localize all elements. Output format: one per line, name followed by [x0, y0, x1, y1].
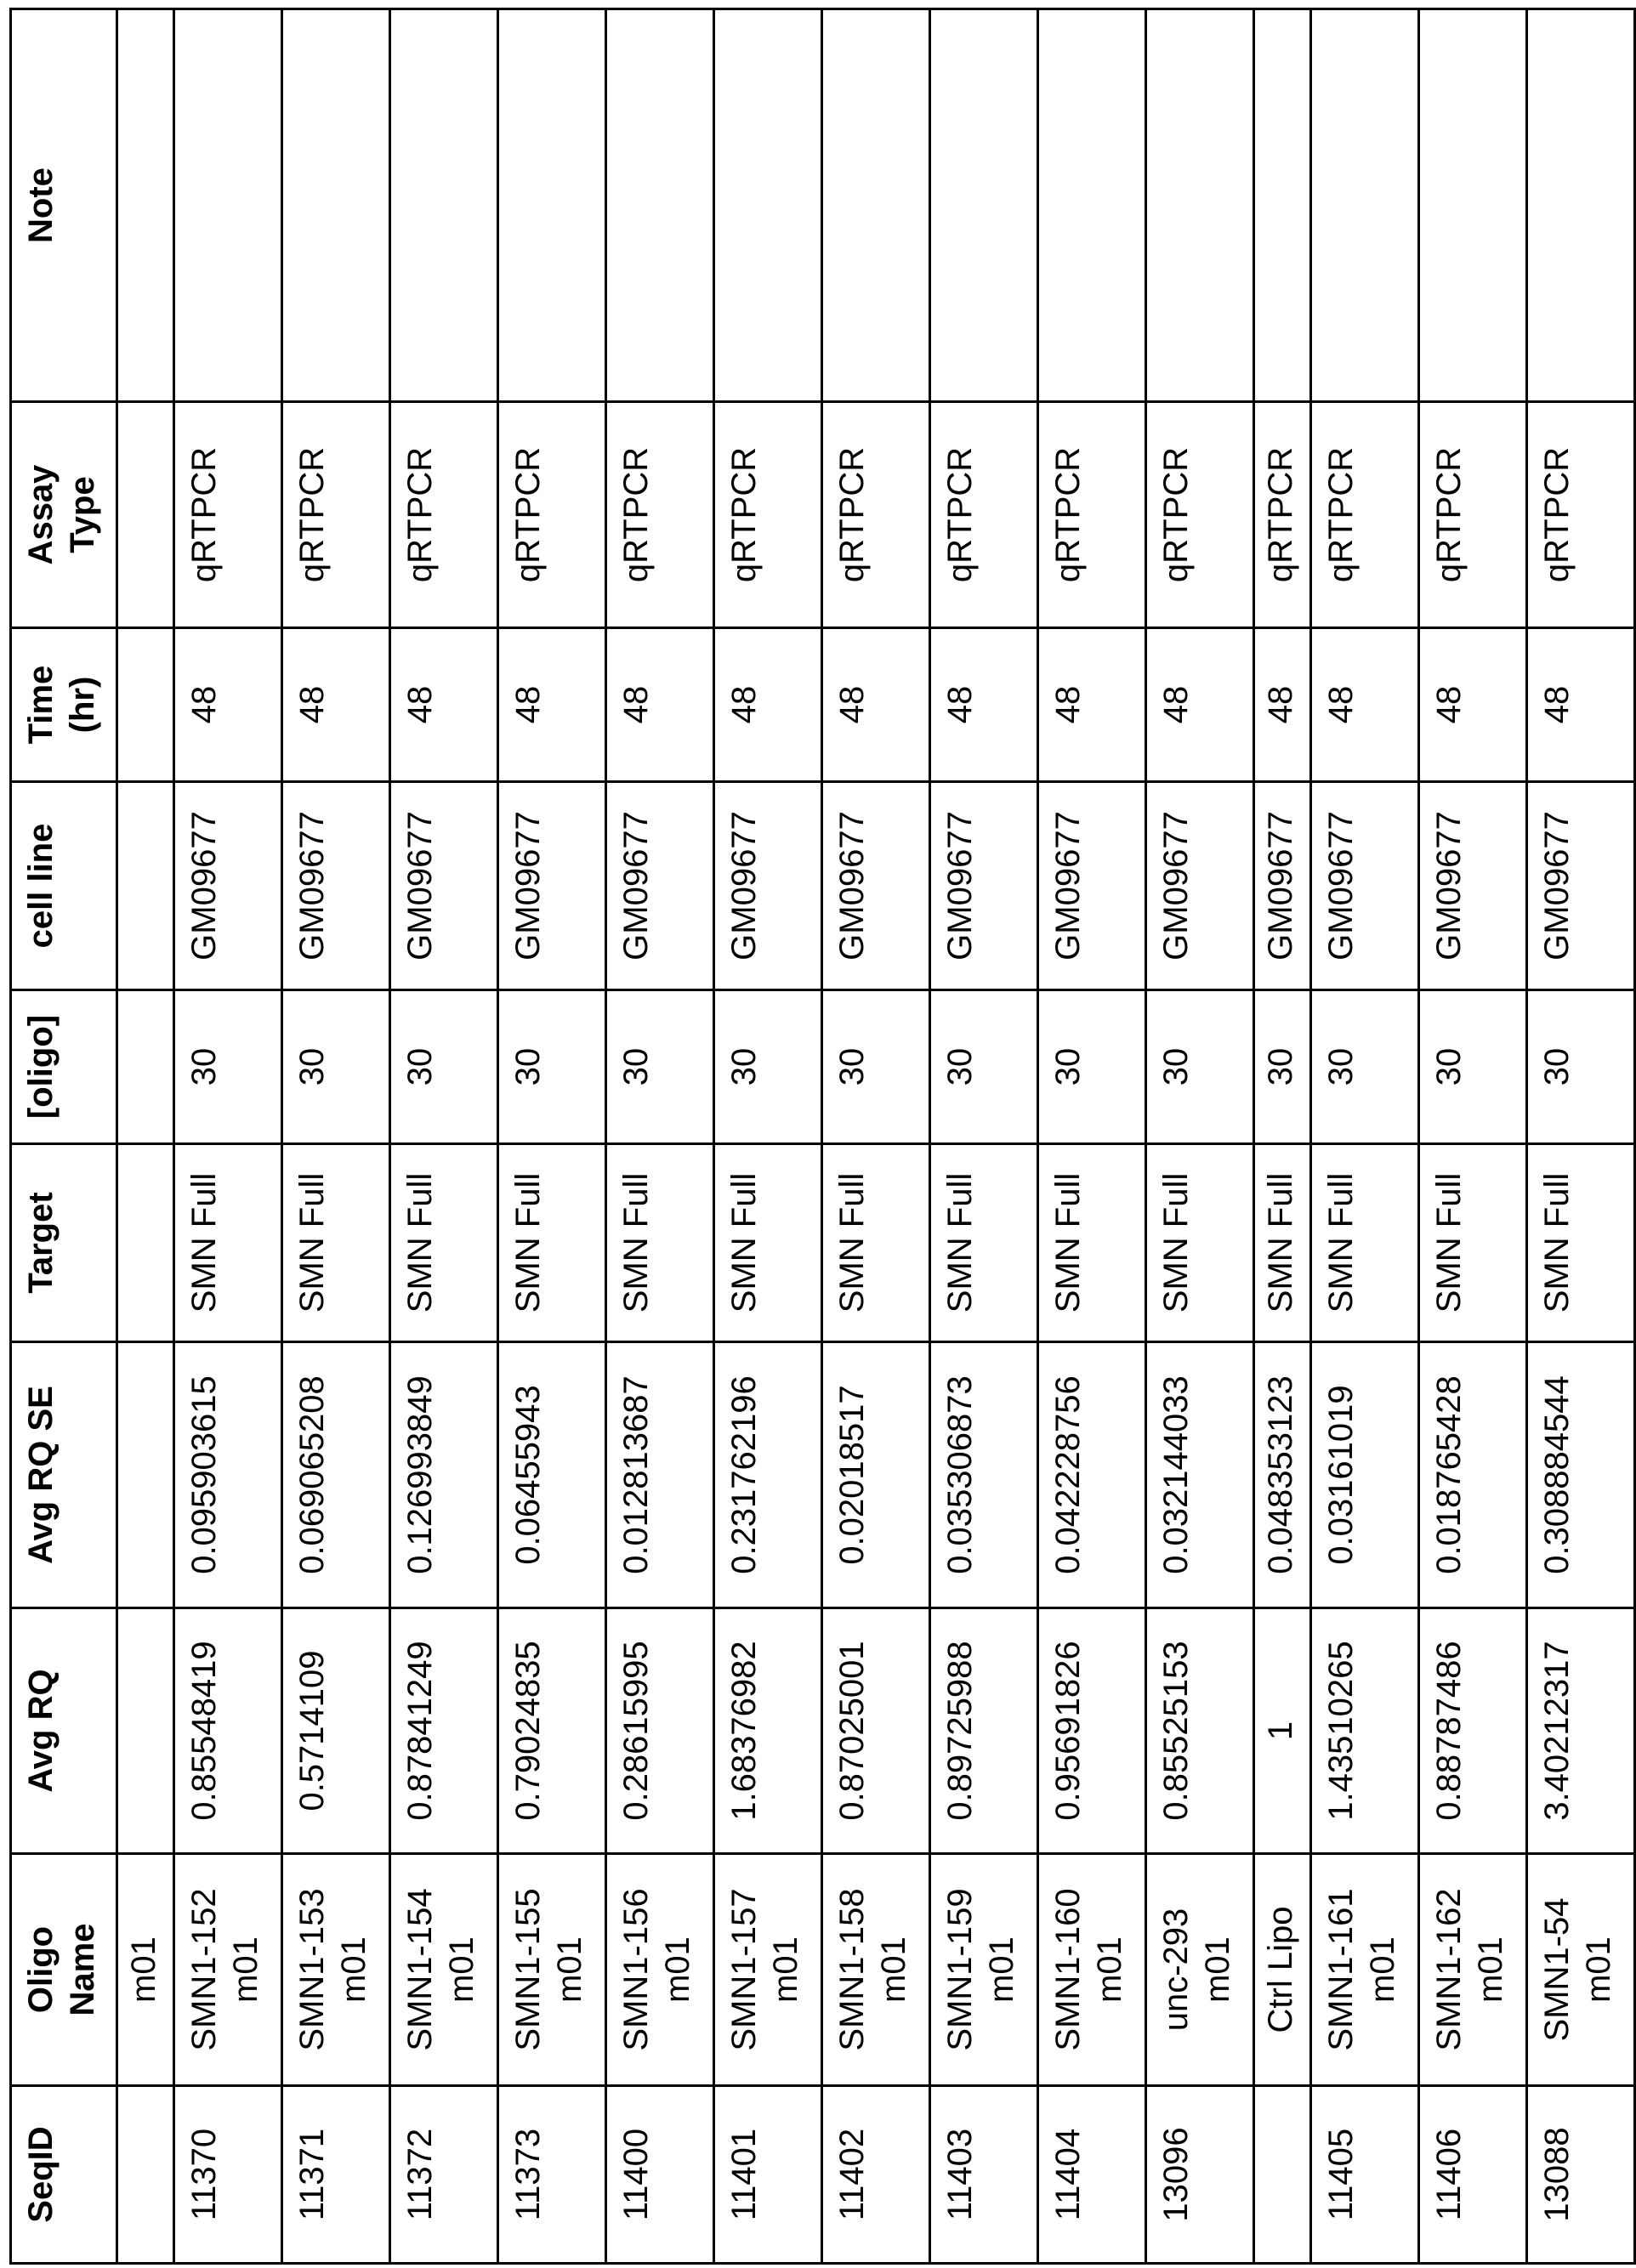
- cell-assay-type: qRTPCR: [930, 402, 1038, 628]
- cell-assay-type: [117, 402, 174, 628]
- cell-seqid: 11401: [714, 2086, 822, 2264]
- cell-target: SMN Full: [1038, 1144, 1146, 1342]
- cell-assay-type: qRTPCR: [1254, 402, 1311, 628]
- cell-avg-rq: 0.79024835: [498, 1608, 606, 1854]
- cell-target: SMN Full: [606, 1144, 714, 1342]
- cell-oligo-name: SMN1-152 m01: [174, 1854, 282, 2086]
- cell-avg-rq-se: 0.018765428: [1419, 1342, 1527, 1608]
- cell-avg-rq-se: 0.035306873: [930, 1342, 1038, 1608]
- cell-seqid: [117, 2086, 174, 2264]
- cell-time-hr: 48: [714, 628, 822, 782]
- table-row: [714, 9, 822, 2264]
- cell-seqid: 11402: [822, 2086, 930, 2264]
- cell-avg-rq: 1.43510265: [1311, 1608, 1419, 1854]
- cell-seqid: 13096: [1146, 2086, 1254, 2264]
- header-seqid: SeqID: [11, 2086, 117, 2264]
- cell-cell-line: GM09677: [390, 782, 498, 990]
- cell-time-hr: [117, 628, 174, 782]
- cell-seqid: 11373: [498, 2086, 606, 2264]
- cell-assay-type: qRTPCR: [1038, 402, 1146, 628]
- rotated-table-container: [9, 10, 1636, 2265]
- cell-avg-rq: 0.5714109: [282, 1608, 390, 1854]
- table-row: [1419, 9, 1527, 2264]
- cell-time-hr: 48: [174, 628, 282, 782]
- cell-oligo-conc: 30: [1146, 990, 1254, 1144]
- cell-oligo-name: SMN1-156 m01: [606, 1854, 714, 2086]
- cell-time-hr: 48: [606, 628, 714, 782]
- cell-time-hr: 48: [1311, 628, 1419, 782]
- cell-oligo-name: unc-293 m01: [1146, 1854, 1254, 2086]
- cell-assay-type: qRTPCR: [822, 402, 930, 628]
- cell-cell-line: GM09677: [714, 782, 822, 990]
- cell-target: SMN Full: [822, 1144, 930, 1342]
- cell-target: SMN Full: [498, 1144, 606, 1342]
- cell-oligo-name: Ctrl Lipo: [1254, 1854, 1311, 2086]
- cell-avg-rq: 0.87025001: [822, 1608, 930, 1854]
- cell-note: [1254, 9, 1311, 402]
- cell-note: [282, 9, 390, 402]
- header-avg-rq-se: Avg RQ SE: [11, 1342, 117, 1608]
- cell-oligo-name: SMN1-54 m01: [1527, 1854, 1635, 2086]
- table-row: [390, 9, 498, 2264]
- cell-seqid: 11400: [606, 2086, 714, 2264]
- cell-oligo-conc: 30: [1038, 990, 1146, 1144]
- cell-avg-rq: 0.87841249: [390, 1608, 498, 1854]
- header-row: [11, 9, 117, 2264]
- cell-assay-type: qRTPCR: [282, 402, 390, 628]
- cell-avg-rq-se: 0.06455943: [498, 1342, 606, 1608]
- cell-oligo-name: SMN1-160 m01: [1038, 1854, 1146, 2086]
- cell-note: [714, 9, 822, 402]
- cell-time-hr: 48: [1527, 628, 1635, 782]
- cell-assay-type: qRTPCR: [714, 402, 822, 628]
- cell-note: [1527, 9, 1635, 402]
- cell-oligo-conc: 30: [606, 990, 714, 1144]
- cell-target: SMN Full: [1419, 1144, 1527, 1342]
- cell-cell-line: GM09677: [1419, 782, 1527, 990]
- cell-target: SMN Full: [1527, 1144, 1635, 1342]
- header-avg-rq: Avg RQ: [11, 1608, 117, 1854]
- table-row: [606, 9, 714, 2264]
- cell-oligo-conc: 30: [390, 990, 498, 1144]
- cell-oligo-conc: 30: [1527, 990, 1635, 1144]
- cell-seqid: 11372: [390, 2086, 498, 2264]
- cell-assay-type: qRTPCR: [1146, 402, 1254, 628]
- cell-avg-rq-se: 0.231762196: [714, 1342, 822, 1608]
- cell-avg-rq-se: 0.032144033: [1146, 1342, 1254, 1608]
- cell-oligo-conc: 30: [1254, 990, 1311, 1144]
- cell-time-hr: 48: [1254, 628, 1311, 782]
- cell-oligo-name: m01: [117, 1854, 174, 2086]
- cell-seqid: 11403: [930, 2086, 1038, 2264]
- table-row: [1146, 9, 1254, 2264]
- cell-oligo-conc: [117, 990, 174, 1144]
- cell-avg-rq-se: 0.308884544: [1527, 1342, 1635, 1608]
- cell-target: [117, 1144, 174, 1342]
- cell-oligo-name: SMN1-154 m01: [390, 1854, 498, 2086]
- cell-note: [1146, 9, 1254, 402]
- cell-avg-rq: 0.95691826: [1038, 1608, 1146, 1854]
- cell-oligo-name: SMN1-155 m01: [498, 1854, 606, 2086]
- header-oligo-conc: [oligo]: [11, 990, 117, 1144]
- cell-avg-rq-se: 0.042228756: [1038, 1342, 1146, 1608]
- cell-note: [117, 9, 174, 402]
- cell-note: [390, 9, 498, 402]
- cell-avg-rq: 0.85548419: [174, 1608, 282, 1854]
- cell-assay-type: qRTPCR: [1311, 402, 1419, 628]
- cell-avg-rq-se: 0.095903615: [174, 1342, 282, 1608]
- cell-target: SMN Full: [1146, 1144, 1254, 1342]
- cell-assay-type: qRTPCR: [1527, 402, 1635, 628]
- cell-assay-type: qRTPCR: [1419, 402, 1527, 628]
- cell-time-hr: 48: [822, 628, 930, 782]
- results-table: [9, 8, 1636, 2265]
- cell-cell-line: GM09677: [498, 782, 606, 990]
- cell-seqid: 11370: [174, 2086, 282, 2264]
- table-row: [822, 9, 930, 2264]
- cell-oligo-name: SMN1-157 m01: [714, 1854, 822, 2086]
- cell-target: SMN Full: [1254, 1144, 1311, 1342]
- cell-note: [174, 9, 282, 402]
- cell-oligo-conc: 30: [282, 990, 390, 1144]
- cell-target: SMN Full: [282, 1144, 390, 1342]
- cell-cell-line: GM09677: [174, 782, 282, 990]
- cell-oligo-name: SMN1-162 m01: [1419, 1854, 1527, 2086]
- cell-assay-type: qRTPCR: [606, 402, 714, 628]
- header-oligo-name: Oligo Name: [11, 1854, 117, 2086]
- cell-cell-line: GM09677: [1311, 782, 1419, 990]
- cell-avg-rq: 0.28615995: [606, 1608, 714, 1854]
- cell-avg-rq-se: [117, 1342, 174, 1608]
- cell-avg-rq-se: 0.02018517: [822, 1342, 930, 1608]
- cell-note: [822, 9, 930, 402]
- cell-cell-line: GM09677: [282, 782, 390, 990]
- cell-oligo-conc: 30: [498, 990, 606, 1144]
- cell-avg-rq: [117, 1608, 174, 1854]
- cell-oligo-conc: 30: [1419, 990, 1527, 1144]
- cell-oligo-conc: 30: [822, 990, 930, 1144]
- cell-target: SMN Full: [390, 1144, 498, 1342]
- cell-oligo-name: SMN1-159 m01: [930, 1854, 1038, 2086]
- table-row: [117, 9, 174, 2264]
- cell-note: [1419, 9, 1527, 402]
- cell-note: [1038, 9, 1146, 402]
- cell-seqid: 11371: [282, 2086, 390, 2264]
- cell-time-hr: 48: [1146, 628, 1254, 782]
- cell-time-hr: 48: [930, 628, 1038, 782]
- cell-cell-line: GM09677: [930, 782, 1038, 990]
- cell-note: [606, 9, 714, 402]
- cell-avg-rq: 1.68376982: [714, 1608, 822, 1854]
- table-row: [282, 9, 390, 2264]
- cell-target: SMN Full: [1311, 1144, 1419, 1342]
- cell-time-hr: 48: [498, 628, 606, 782]
- cell-assay-type: qRTPCR: [174, 402, 282, 628]
- cell-time-hr: 48: [282, 628, 390, 782]
- cell-oligo-conc: 30: [1311, 990, 1419, 1144]
- table-row: [1311, 9, 1419, 2264]
- cell-note: [498, 9, 606, 402]
- cell-cell-line: GM09677: [1146, 782, 1254, 990]
- cell-oligo-conc: 30: [714, 990, 822, 1144]
- cell-avg-rq: 3.40212317: [1527, 1608, 1635, 1854]
- table-row: [1038, 9, 1146, 2264]
- header-assay-type: Assay Type: [11, 402, 117, 628]
- cell-oligo-name: SMN1-161 m01: [1311, 1854, 1419, 2086]
- cell-note: [1311, 9, 1419, 402]
- cell-seqid: [1254, 2086, 1311, 2264]
- cell-avg-rq-se: 0.03161019: [1311, 1342, 1419, 1608]
- cell-time-hr: 48: [390, 628, 498, 782]
- cell-seqid: 13088: [1527, 2086, 1635, 2264]
- cell-avg-rq-se: 0.126993849: [390, 1342, 498, 1608]
- header-note: Note: [11, 9, 117, 402]
- cell-oligo-name: SMN1-158 m01: [822, 1854, 930, 2086]
- header-target: Target: [11, 1144, 117, 1342]
- cell-avg-rq: 0.88787486: [1419, 1608, 1527, 1854]
- cell-cell-line: GM09677: [1038, 782, 1146, 990]
- cell-cell-line: GM09677: [606, 782, 714, 990]
- cell-avg-rq-se: 0.069065208: [282, 1342, 390, 1608]
- cell-cell-line: [117, 782, 174, 990]
- cell-avg-rq: 0.89725988: [930, 1608, 1038, 1854]
- table-row: [1254, 9, 1311, 2264]
- cell-avg-rq: 1: [1254, 1608, 1311, 1854]
- cell-time-hr: 48: [1419, 628, 1527, 782]
- cell-assay-type: qRTPCR: [498, 402, 606, 628]
- table-row: [1527, 9, 1635, 2264]
- cell-avg-rq-se: 0.012813687: [606, 1342, 714, 1608]
- cell-avg-rq-se: 0.048353123: [1254, 1342, 1311, 1608]
- cell-cell-line: GM09677: [1527, 782, 1635, 990]
- cell-oligo-name: SMN1-153 m01: [282, 1854, 390, 2086]
- cell-oligo-conc: 30: [930, 990, 1038, 1144]
- cell-time-hr: 48: [1038, 628, 1146, 782]
- cell-avg-rq: 0.85525153: [1146, 1608, 1254, 1854]
- cell-note: [930, 9, 1038, 402]
- cell-cell-line: GM09677: [822, 782, 930, 990]
- cell-seqid: 11406: [1419, 2086, 1527, 2264]
- cell-target: SMN Full: [174, 1144, 282, 1342]
- cell-target: SMN Full: [930, 1144, 1038, 1342]
- table-row: [174, 9, 282, 2264]
- table-row: [498, 9, 606, 2264]
- header-cell-line: cell line: [11, 782, 117, 990]
- cell-seqid: 11405: [1311, 2086, 1419, 2264]
- cell-oligo-conc: 30: [174, 990, 282, 1144]
- cell-assay-type: qRTPCR: [390, 402, 498, 628]
- header-time-hr: Time (hr): [11, 628, 117, 782]
- cell-cell-line: GM09677: [1254, 782, 1311, 990]
- cell-target: SMN Full: [714, 1144, 822, 1342]
- cell-seqid: 11404: [1038, 2086, 1146, 2264]
- table-row: [930, 9, 1038, 2264]
